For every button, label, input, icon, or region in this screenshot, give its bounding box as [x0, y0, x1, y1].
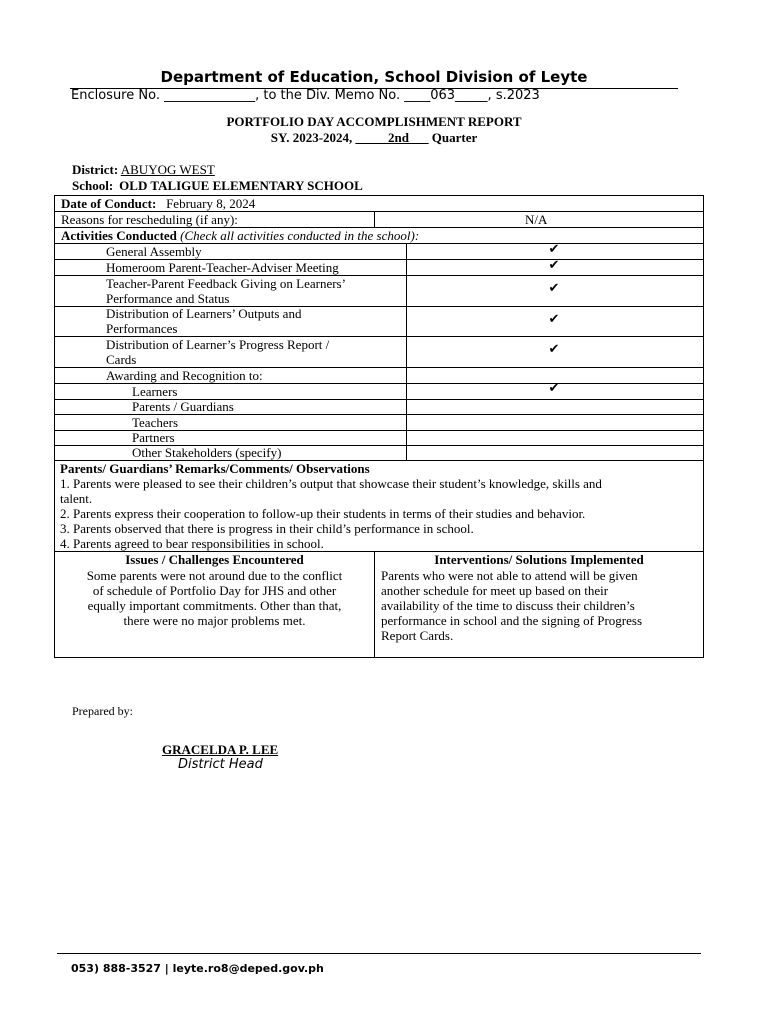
issues-line: of schedule of Portfolio Day for JHS and other [92, 583, 337, 598]
award-partners: Partners [132, 430, 175, 445]
award-other-stakeholders: Other Stakeholders (specify) [132, 445, 282, 460]
sy-prefix: SY. 2023-2024, [270, 130, 356, 145]
check-icon-feedback: ✔ [548, 281, 560, 296]
remark-line: 1. Parents were pleased to see their children’s output that showcase their student’s knowledge, skills and [60, 476, 602, 491]
award-learners: Learners [132, 384, 178, 399]
check-icon-homeroom: ✔ [548, 258, 560, 273]
school-value: OLD TALIGUE ELEMENTARY SCHOOL [119, 178, 363, 193]
school-label: School: [72, 178, 114, 193]
activity-homeroom: Homeroom Parent-Teacher-Adviser Meeting [106, 260, 339, 275]
activities-note: (Check all activities conducted in the school): [176, 228, 420, 243]
interventions-line: performance in school and the signing of Progress [381, 613, 643, 628]
remark-line: 3. Parents observed that there is progress in their child’s performance in school. [60, 521, 474, 536]
interventions-line: Report Cards. [381, 628, 454, 643]
prepared-by-label: Prepared by: [72, 704, 133, 718]
footer-rule [57, 953, 701, 954]
activity-feedback-line1: Teacher-Parent Feedback Giving on Learners’ [106, 276, 346, 291]
check-icon-outputs: ✔ [548, 312, 560, 327]
interventions-heading: Interventions/ Solutions Implemented [434, 552, 644, 567]
remark-line: talent. [60, 491, 93, 506]
interventions-line: Parents who were not able to attend will be given [381, 568, 638, 583]
check-icon-general-assembly: ✔ [548, 242, 560, 257]
enclosure-line: Enclosure No. ______________, to the Div. Memo No. ____063_____, s.2023 [71, 88, 540, 103]
sy-quarter: _____2nd___ [355, 130, 429, 145]
activity-outputs-line2: Performances [106, 321, 178, 336]
district-label: District: [72, 162, 119, 177]
award-teachers: Teachers [132, 415, 179, 430]
activity-outputs-line1: Distribution of Learners’ Outputs and [106, 306, 302, 321]
signatory-role: District Head [178, 757, 263, 772]
check-icon-learners: ✔ [548, 381, 560, 396]
remarks-heading: Parents/ Guardians’ Remarks/Comments/ Observations [60, 461, 370, 476]
activity-general-assembly: General Assembly [106, 244, 202, 259]
school-line [72, 178, 363, 194]
department-title: Department of Education, School Division of Leyte [160, 68, 588, 86]
sy-suffix: Quarter [428, 130, 478, 145]
footer-contact: 053) 888-3527 | leyte.ro8@deped.gov.ph [71, 962, 324, 975]
remark-line: 4. Parents agreed to bear responsibilities in school. [60, 536, 324, 551]
issues-heading: Issues / Challenges Encountered [125, 552, 304, 567]
date-of-conduct-row [61, 196, 255, 211]
district-line [72, 162, 215, 178]
reasons-label: Reasons for rescheduling (if any): [61, 212, 238, 227]
issues-line: there were no major problems met. [123, 613, 306, 628]
activities-label: Activities Conducted [61, 228, 177, 243]
district-value: ABUYOG WEST [120, 162, 215, 177]
award-parents: Parents / Guardians [132, 399, 234, 414]
date-label: Date of Conduct: [61, 196, 157, 211]
issues-line: Some parents were not around due to the conflict [86, 568, 343, 583]
activity-progress-line2: Cards [106, 352, 137, 367]
reasons-value: N/A [525, 212, 548, 227]
activities-heading [61, 228, 419, 243]
activity-progress-line1: Distribution of Learner’s Progress Report / [106, 337, 330, 352]
report-title: PORTFOLIO DAY ACCOMPLISHMENT REPORT [226, 114, 522, 129]
issues-line: equally important commitments. Other than that, [87, 598, 342, 613]
activity-awarding: Awarding and Recognition to: [106, 368, 263, 383]
school-year-line [0, 130, 748, 146]
remark-line: 2. Parents express their cooperation to follow-up their students in terms of their studies and behavior. [60, 506, 586, 521]
interventions-line: another schedule for meet up based on their [381, 583, 609, 598]
accomplishment-table [54, 195, 704, 658]
interventions-line: availability of the time to discuss their children’s [381, 598, 635, 613]
date-value: February 8, 2024 [166, 196, 256, 211]
signatory-name: GRACELDA P. LEE [162, 742, 279, 757]
check-icon-progress: ✔ [548, 342, 560, 357]
activity-feedback-line2: Performance and Status [106, 291, 230, 306]
